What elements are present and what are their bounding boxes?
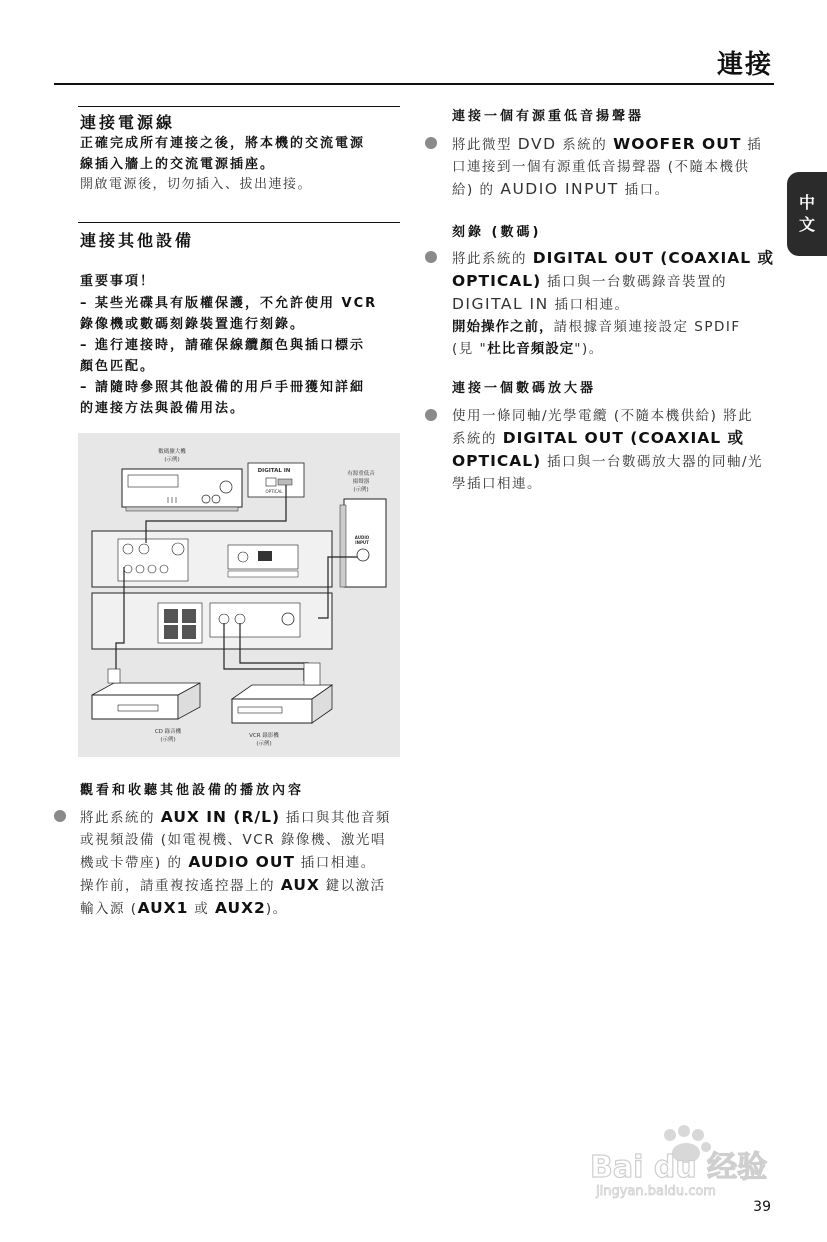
woofer-paragraph: 將此微型 DVD 系統的 WOOFER OUT 插 口連接到一個有源重低音揚聲器 (不隨本機供 給) 的 AUDIO INPUT 插口。	[452, 135, 763, 198]
digital-amplifier-illustration	[122, 469, 242, 511]
record-heading: 刻錄 (數碼)	[452, 225, 542, 240]
bullet-icon	[425, 409, 437, 421]
power-heading: 連接電源線	[80, 113, 176, 132]
bullet-icon	[54, 810, 66, 822]
sub-label: 有源重低音	[347, 471, 375, 477]
bullet-icon	[425, 137, 437, 149]
amp-label: 數碼擴大機	[158, 449, 186, 455]
sub-sub-label: (示例)	[353, 487, 369, 493]
lang-tab-char-1: 中	[798, 193, 815, 212]
amp-sub-label: (示例)	[164, 457, 180, 463]
watch-paragraph: 將此系統的 AUX IN (R/L) 插口與其他音頻 或視頻設備 (如電視機、VCR 錄像機、激光唱 機或卡帶座) 的 AUDIO OUT 插口相連。 操作前，請重複按遙控器上的 AUX 鍵以激活 輸入源 (AUX1 或 AUX2)。	[80, 808, 391, 917]
cd-label: CD 錄音機	[154, 729, 182, 735]
woofer-heading: 連接一個有源重低音揚聲器	[452, 109, 645, 124]
bullet-icon	[425, 251, 437, 263]
connection-diagram	[78, 433, 400, 757]
section-divider	[78, 106, 400, 107]
page-number: 39	[753, 1199, 771, 1215]
watermark-url: jingyan.baidu.com	[596, 1184, 716, 1199]
amp-paragraph: 使用一條同軸/光學電纜 (不隨本機供給) 將此 系統的 DIGITAL OUT (COAXIAL 或 OPTICAL) 插口與一台數碼放大器的同軸/光 學插口相連。	[452, 408, 764, 492]
audio-input-label: AUDIO	[354, 535, 370, 540]
audio-input-label-2: INPUT	[355, 540, 369, 545]
cd-recorder-illustration	[92, 669, 200, 719]
record-paragraph: 將此系統的 DIGITAL OUT (COAXIAL 或 OPTICAL) 插口與一台數碼錄音裝置的 DIGITAL IN 插口相連。 開始操作之前，請根據音頻連接設定 SPDIF (見 "杜比音頻設定")。	[452, 249, 774, 357]
important-label: 重要事項！	[80, 274, 156, 289]
power-note: 開啟電源後，切勿插入、拔出連接。	[80, 177, 313, 192]
vcr-illustration	[232, 663, 332, 723]
title-divider	[54, 83, 774, 85]
important-line-1: – 某些光碟具有版權保護，不允許使用 VCR	[80, 296, 378, 311]
vcr-label: VCR 錄影機	[249, 733, 279, 739]
important-line-2: 錄像機或數碼刻錄裝置進行刻錄。	[80, 317, 306, 332]
important-line-4: 顏色匹配。	[80, 359, 156, 374]
connection-diagram-svg	[78, 433, 400, 757]
optical-label: OPTICAL	[265, 489, 283, 494]
page-title: 連接	[716, 50, 773, 80]
dvd-system-rear-panel	[92, 531, 332, 649]
sub-label-2: 揚聲器	[352, 479, 370, 485]
important-line-5: – 請隨時參照其他設備的用戶手冊獲知詳細	[80, 380, 366, 395]
cd-sub-label: (示例)	[160, 737, 176, 743]
baidu-watermark	[588, 1125, 788, 1200]
language-tab	[787, 172, 827, 256]
other-heading: 連接其他設備	[80, 231, 195, 250]
watermark-brand: Bai du 经验	[590, 1150, 768, 1185]
watch-heading: 觀看和收聽其他設備的播放內容	[80, 783, 305, 798]
power-bold-line-2: 線插入牆上的交流電源插座。	[80, 157, 276, 172]
vcr-sub-label: (示例)	[256, 741, 272, 747]
section-divider	[78, 222, 400, 223]
power-bold-line-1: 正確完成所有連接之後，將本機的交流電源	[80, 136, 366, 151]
digital-in-label: DIGITAL IN	[257, 468, 291, 474]
important-line-3: – 進行連接時，請確保線纜顏色與插口標示	[80, 338, 366, 353]
lang-tab-char-2: 文	[798, 215, 815, 234]
important-line-6: 的連接方法與設備用法。	[80, 401, 246, 416]
amp-heading: 連接一個數碼放大器	[452, 381, 597, 396]
